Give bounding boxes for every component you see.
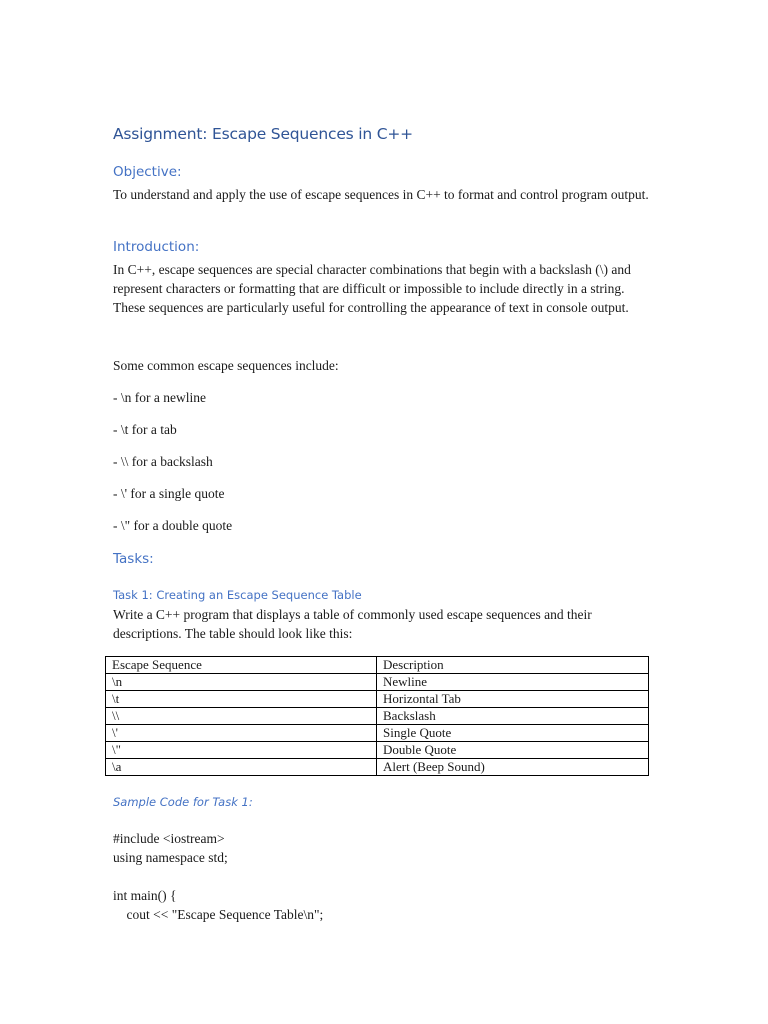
task1-heading: Task 1: Creating an Escape Sequence Table (113, 588, 362, 602)
introduction-heading: Introduction: (113, 239, 200, 255)
introduction-text: In C++, escape sequences are special character combinations that begin with a backslash (\) and represent characters or formatting that are difficult or impossible to include directly in a string. These sequences are particularly useful for controlling the appearance of text in console output. (113, 262, 631, 315)
table-row (106, 691, 649, 708)
objective-heading: Objective: (113, 164, 182, 180)
table-cell: Double Quote (377, 742, 649, 759)
table-cell: \" (106, 742, 377, 759)
table-row (106, 742, 649, 759)
table-cell: Newline (377, 674, 649, 691)
table-cell: \n (106, 674, 377, 691)
table-header-cell: Description (377, 657, 649, 674)
table-row (106, 674, 649, 691)
table-header-cell: Escape Sequence (106, 657, 377, 674)
table-cell: Horizontal Tab (377, 691, 649, 708)
table-row (106, 708, 649, 725)
table-cell: \t (106, 691, 377, 708)
table-row (106, 725, 649, 742)
table-cell: \a (106, 759, 377, 776)
code-line: cout << "Escape Sequence Table\n"; (113, 907, 324, 922)
tasks-heading: Tasks: (113, 551, 154, 567)
list-item: - \" for a double quote (113, 518, 233, 533)
code-line: #include <iostream> (113, 831, 225, 846)
table-cell: \\ (106, 708, 377, 725)
list-item: - \n for a newline (113, 390, 206, 405)
code-line: using namespace std; (113, 850, 228, 865)
task1-text: Write a C++ program that displays a table of commonly used escape sequences and their descriptions. The table should look like this: (113, 607, 592, 641)
document-title: Assignment: Escape Sequences in C++ (113, 125, 413, 143)
list-item: - \\ for a backslash (113, 454, 213, 469)
list-item: - \' for a single quote (113, 486, 225, 501)
list-intro: Some common escape sequences include: (113, 358, 339, 373)
sample-code-heading: Sample Code for Task 1: (113, 795, 253, 809)
table-header-row (106, 657, 649, 674)
table-cell: Backslash (377, 708, 649, 725)
escape-sequence-table (105, 656, 649, 776)
table-cell: \' (106, 725, 377, 742)
list-item: - \t for a tab (113, 422, 177, 437)
objective-text: To understand and apply the use of escape sequences in C++ to format and control program output. (113, 187, 649, 202)
table-cell: Single Quote (377, 725, 649, 742)
table-cell: Alert (Beep Sound) (377, 759, 649, 776)
table-row (106, 759, 649, 776)
code-line: int main() { (113, 888, 177, 903)
